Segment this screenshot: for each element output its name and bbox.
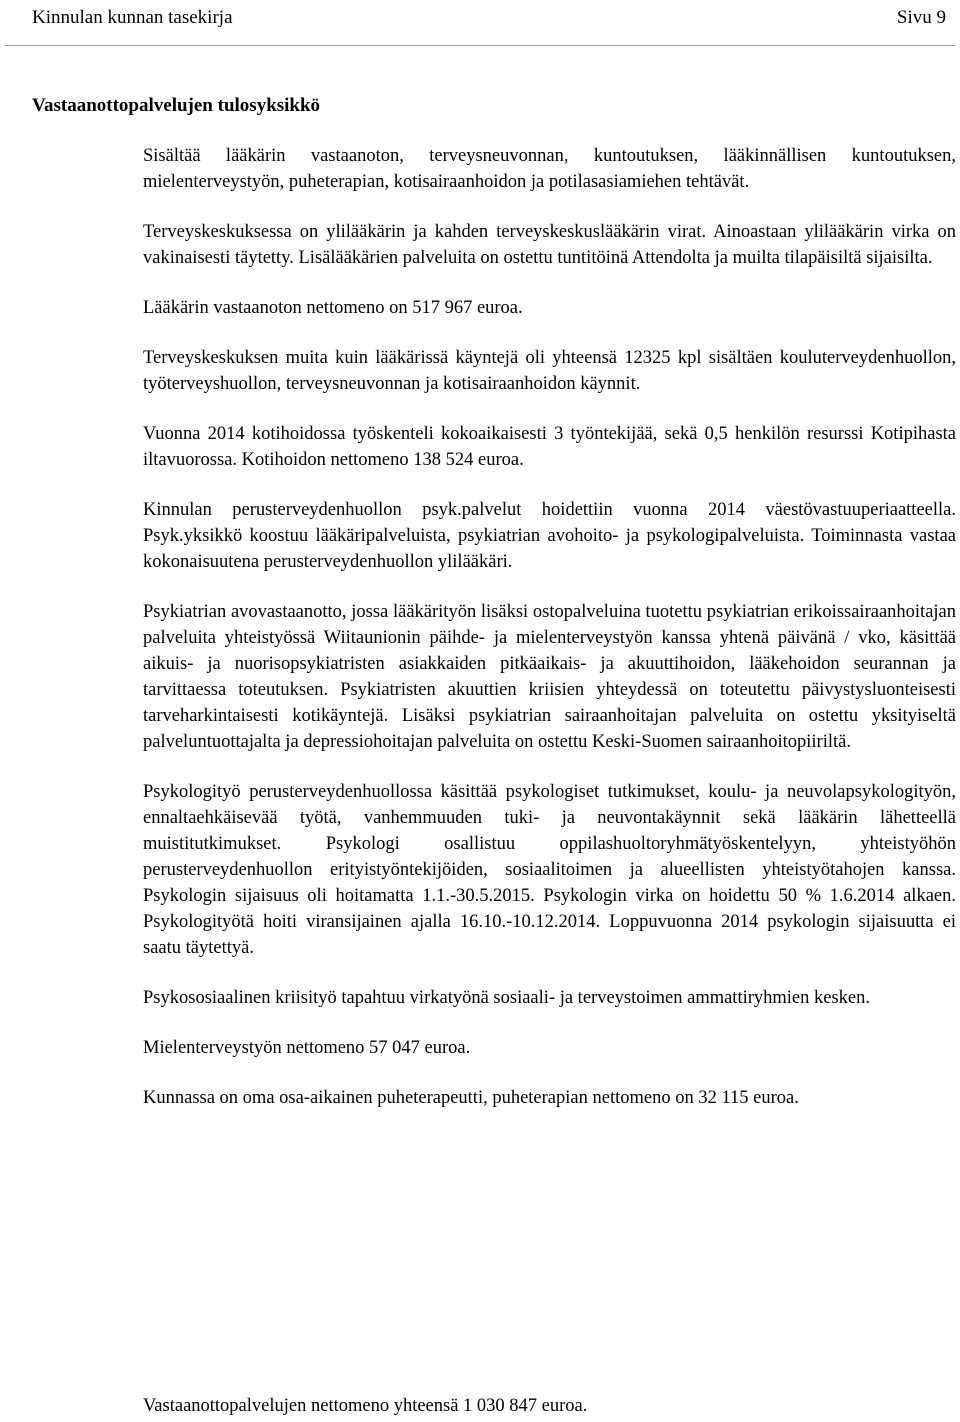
page-header [32,4,946,32]
paragraph-speech-therapy: Kunnassa on oma osa-aikainen puheterapeutti, puheterapian nettomeno on 32 115 euroa. [143,1088,799,1108]
total-line: Vastaanottopalvelujen nettomeno yhteensä 1 030 847 euroa. [143,1396,588,1416]
paragraph-psychology: Psykologityö perusterveydenhuollossa käsittää psykologiset tutkimukset, koulu- ja neuvolapsykologityön, ennaltaehkäisevää työtä, vanhemmuuden tuki- ja neuvontakäynnit sekä lääkärin lähetteellä muistitutkimukset. Psykologi osallistuu oppilashuoltoryhmätyöskentelyyn, yhteistyöhön perusterveydenhuollon erityistyöntekijöiden, sosiaalitoimen ja alueellisten yhteistyötahojen kanssa. Psykologin sijaisuus oli hoitamatta 1.1.-30.5.2015. Psykologin virka on hoidettu 50 % 1.6.2014 alkaen. Psykologityötä hoiti viransijainen ajalla 16.10.-10.12.2014. Loppuvuonna 2014 psykologin sijaisuutta ei saatu täytettyä. [143,782,956,958]
paragraph-home-care: Vuonna 2014 kotihoidossa työskenteli kokoaikaisesti 3 työntekijää, sekä 0,5 henkilön resurssi Kotipihasta iltavuorossa. Kotihoidon nettomeno 138 524 euroa. [143,424,956,470]
paragraph-psych-services: Kinnulan perusterveydenhuollon psyk.palvelut hoidettiin vuonna 2014 väestövastuuperiaatteella. Psyk.yksikkö koostuu lääkäripalveluista, psykiatrian avohoito- ja psykologipalveluista. Toiminnasta vastaa kokonaisuutena perusterveydenhuollon ylilääkäri. [143,500,956,572]
paragraph-psychiatry: Psykiatrian avovastaanotto, jossa lääkärityön lisäksi ostopalveluina tuotettu psykiatrian erikoissairaanhoitajan palveluita yhteistyössä Wiitaunionin päihde- ja mielenterveystyön kanssa yhtenä päivänä / vko, käsittää aikuis- ja nuorisopsykiatristen asiakkaiden pitkäaikais- ja akuuttihoidon, lääkehoidon seurannan ja tarvittaessa toteutuksen. Psykiatristen akuuttien kriisien yhteydessä on toteutettu päivystysluonteisesti tarveharkintaisesti kotikäyntejä. Lisäksi psykiatrian sairaanhoitajan palveluita on ostettu yksityiseltä palveluntuottajalta ja depressiohoitajan palveluita on ostettu Keski-Suomen sairaanhoitopiiriltä. [143,602,956,752]
paragraph-physician-cost: Lääkärin vastaanoton nettomeno on 517 967 euroa. [143,298,523,318]
paragraph-crisis-work: Psykososiaalinen kriisityö tapahtuu virkatyönä sosiaali- ja terveystoimen ammattiryhmien kesken. [143,988,871,1008]
document-title: Kinnulan kunnan tasekirja [32,7,233,28]
page-number: Sivu 9 [896,7,946,28]
paragraph-visits: Terveyskeskuksen muita kuin lääkärissä käyntejä oli yhteensä 12325 kpl sisältäen kouluterveydenhuollon, työterveyshuollon, terveysneuvonnan ja kotisairaanhoidon käynnit. [143,348,956,394]
paragraph-physician-posts: Terveyskeskuksessa on ylilääkärin ja kahden terveyskeskuslääkärin virat. Ainoastaan ylilääkärin virka on vakinaisesti täytetty. Lisälääkärien palveluita on ostettu tuntitöinä Attendolta ja muilta tilapäisiltä sijaisilta. [143,222,956,268]
paragraph-mental-health-cost: Mielenterveystyön nettomeno 57 047 euroa. [143,1038,471,1058]
header-divider [5,45,955,46]
paragraph-scope: Sisältää lääkärin vastaanoton, terveysneuvonnan, kuntoutuksen, lääkinnällisen kuntoutuksen, mielenterveystyön, puheterapian, kotisairaanhoidon ja potilasasiamiehen tehtävät. [143,146,956,192]
section-title: Vastaanottopalvelujen tulosyksikkö [32,95,321,116]
section-body [143,143,956,1135]
